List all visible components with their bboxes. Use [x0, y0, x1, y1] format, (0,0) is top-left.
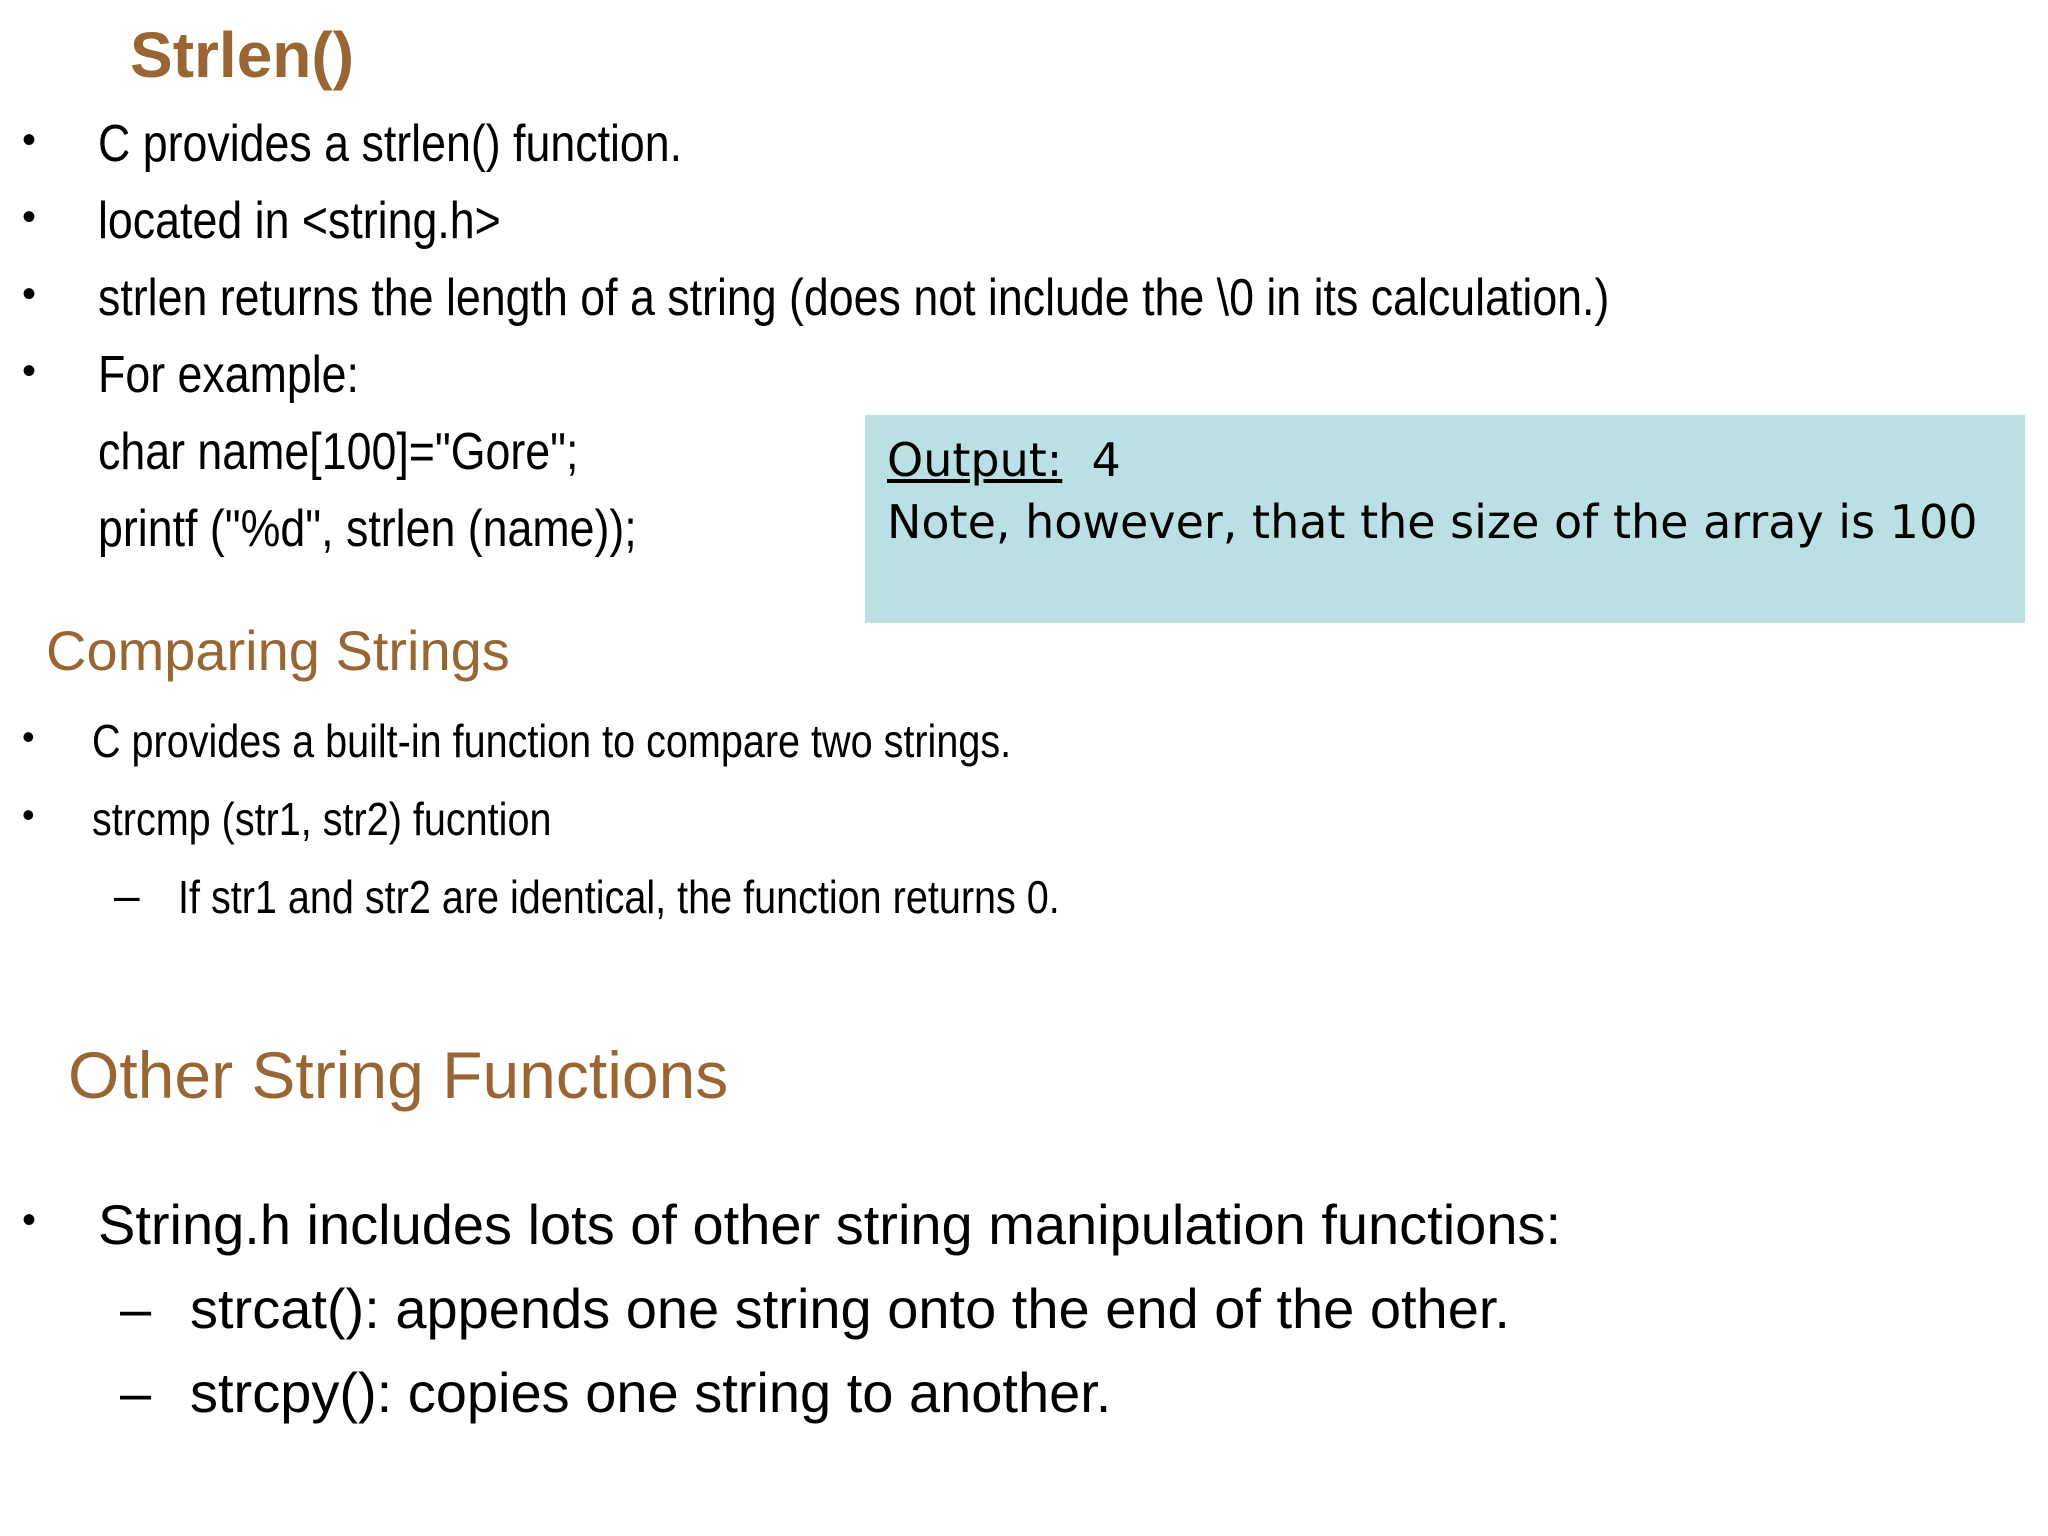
strlen-bullet-2: located in <string.h>	[98, 192, 501, 250]
compare-bullet-1: C provides a built-in function to compare two strings.	[92, 715, 1012, 767]
bullet-marker: •	[22, 118, 37, 162]
bullet-marker: •	[22, 716, 35, 757]
other-sub-bullet-2: strcpy(): copies one string to another.	[190, 1361, 1112, 1424]
output-note: Note, however, that the size of the array is 100	[887, 495, 1978, 549]
compare-sub-bullet-1: If str1 and str2 are identical, the function returns 0.	[178, 871, 1060, 923]
output-value: 4	[1091, 433, 1121, 487]
output-label: Output:	[887, 433, 1063, 487]
other-sub-bullet-1: strcat(): appends one string onto the end of the other.	[190, 1277, 1510, 1340]
strlen-bullet-4: For example:	[98, 346, 359, 404]
other-bullet-1: String.h includes lots of other string manipulation functions:	[98, 1193, 1562, 1256]
dash-marker: –	[120, 1277, 152, 1340]
bullet-marker: •	[22, 195, 37, 239]
strlen-bullet-3: strlen returns the length of a string (does not include the \0 in its calculation.)	[98, 269, 1610, 327]
bullet-marker: •	[22, 349, 37, 393]
comparing-strings-heading: Comparing Strings	[46, 619, 510, 682]
compare-bullet-2: strcmp (str1, str2) fucntion	[92, 793, 552, 845]
other-functions-heading: Other String Functions	[68, 1038, 729, 1112]
bullet-marker: •	[22, 794, 35, 835]
strlen-title: Strlen()	[130, 19, 354, 91]
strlen-bullet-1: C provides a strlen() function.	[98, 115, 683, 173]
bullet-marker: •	[22, 1198, 37, 1242]
code-line-1: char name[100]="Gore";	[98, 423, 579, 481]
output-callout	[865, 415, 2025, 623]
bullet-marker: •	[22, 272, 37, 316]
dash-marker: –	[114, 869, 140, 921]
dash-marker: –	[120, 1361, 152, 1424]
code-line-2: printf ("%d", strlen (name));	[98, 500, 637, 558]
